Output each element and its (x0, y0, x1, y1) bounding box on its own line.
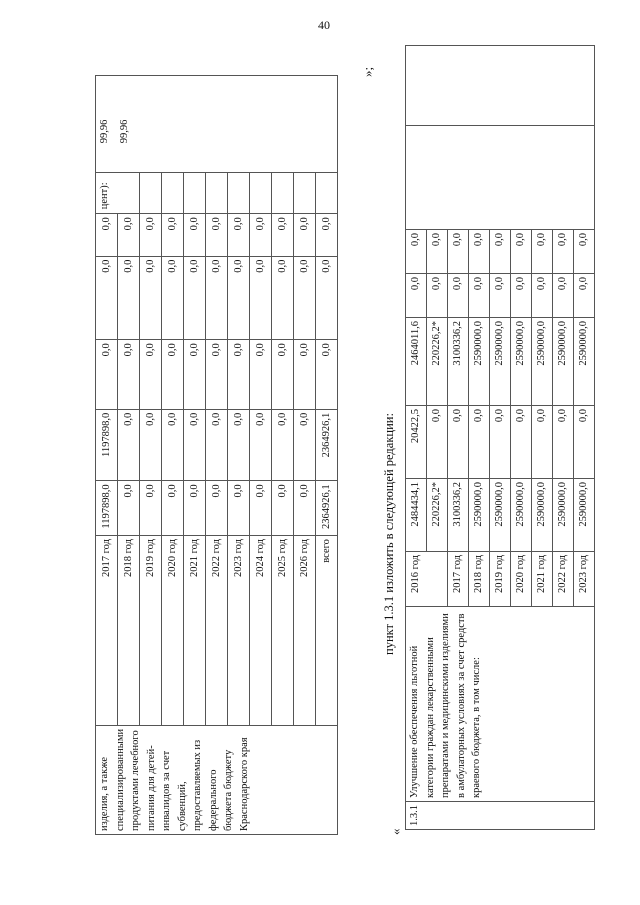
year-label: 2019 год (490, 552, 511, 607)
year-label: 2021 год (184, 536, 206, 726)
year-label: 2026 год (294, 536, 316, 726)
other-value: 0,0 (294, 214, 316, 256)
program-table-previous (95, 0, 338, 835)
indicator-value: 99,96 (99, 119, 110, 144)
regional-value: 0,0 (140, 340, 162, 410)
empty-cell (228, 173, 250, 214)
other-value: 0,0 (228, 214, 250, 256)
local-value: 0,0 (406, 274, 427, 318)
year-label: 2020 год (511, 552, 532, 607)
empty-cell (162, 173, 184, 214)
total-value: 2590000,0 (532, 479, 553, 552)
regional-value: 0,0 (96, 340, 118, 410)
other-value: 0,0 (250, 214, 272, 256)
total-value: 2590000,0 (574, 479, 595, 552)
other-value: 0,0 (490, 230, 511, 274)
federal-value: 0,0 (553, 406, 574, 479)
empty-cell (184, 173, 206, 214)
year-label: 2025 год (272, 536, 294, 726)
total-value: 3100336,2 (448, 479, 469, 552)
other-value: 0,0 (316, 214, 338, 256)
other-value: 0,0 (406, 230, 427, 274)
year-label (427, 552, 448, 607)
total-value: 0,0 (250, 481, 272, 536)
local-value: 0,0 (490, 274, 511, 318)
empty-cell (406, 126, 595, 230)
federal-value: 2364926,1 (316, 409, 338, 481)
section-heading: пункт 1.3.1 изложить в следующей редакции: (382, 413, 396, 655)
total-value: 0,0 (294, 481, 316, 536)
local-value: 0,0 (574, 274, 595, 318)
local-value: 0,0 (140, 256, 162, 340)
closing-mark: »; (360, 66, 375, 77)
year-label: 2024 год (250, 536, 272, 726)
local-value: 0,0 (511, 274, 532, 318)
regional-value: 2590000,0 (490, 318, 511, 406)
regional-value: 0,0 (228, 340, 250, 410)
regional-value: 0,0 (250, 340, 272, 410)
federal-value: 0,0 (228, 409, 250, 481)
indicator-cell (96, 119, 140, 214)
year-label: 2020 год (162, 536, 184, 726)
other-value: 0,0 (469, 230, 490, 274)
local-value: 0,0 (427, 274, 448, 318)
year-label: 2017 год (448, 552, 469, 607)
local-value: 0,0 (250, 256, 272, 340)
empty-cell (96, 75, 338, 172)
federal-value: 1197898,0 (96, 409, 118, 481)
federal-value: 0,0 (574, 406, 595, 479)
other-value: 0,0 (140, 214, 162, 256)
local-value: 0,0 (553, 274, 574, 318)
total-value: 2590000,0 (469, 479, 490, 552)
empty-cell (294, 173, 316, 214)
federal-value: 0,0 (206, 409, 228, 481)
other-value: 0,0 (184, 214, 206, 256)
program-table-item-1-3-1 (405, 45, 595, 830)
total-value: 0,0 (228, 481, 250, 536)
local-value: 0,0 (96, 256, 118, 340)
federal-value: 0,0 (118, 409, 140, 481)
local-value: 0,0 (469, 274, 490, 318)
federal-value: 0,0 (532, 406, 553, 479)
other-value: 0,0 (574, 230, 595, 274)
federal-value: 0,0 (140, 409, 162, 481)
federal-value: 0,0 (511, 406, 532, 479)
year-label: 2023 год (574, 552, 595, 607)
federal-value: 0,0 (162, 409, 184, 481)
year-label: всего (316, 536, 338, 726)
local-value: 0,0 (448, 274, 469, 318)
local-value: 0,0 (532, 274, 553, 318)
other-value: 0,0 (553, 230, 574, 274)
regional-value: 2590000,0 (511, 318, 532, 406)
total-value: 0,0 (118, 481, 140, 536)
federal-value: 0,0 (184, 409, 206, 481)
total-value: 0,0 (272, 481, 294, 536)
total-value: 2590000,0 (553, 479, 574, 552)
local-value: 0,0 (118, 256, 140, 340)
regional-value: 2590000,0 (532, 318, 553, 406)
year-label: 2021 год (532, 552, 553, 607)
other-value: 0,0 (448, 230, 469, 274)
empty-cell (406, 46, 595, 126)
regional-value: 0,0 (272, 340, 294, 410)
regional-value: 2464011,6 (406, 318, 427, 406)
year-label: 2018 год (469, 552, 490, 607)
federal-value: 0,0 (469, 406, 490, 479)
year-label: 2018 год (118, 536, 140, 726)
empty-cell (250, 173, 272, 214)
table-row (406, 46, 427, 830)
empty-cell (316, 173, 338, 214)
local-value: 0,0 (184, 256, 206, 340)
total-value: 0,0 (162, 481, 184, 536)
total-value: 2364926,1 (316, 481, 338, 536)
other-value: 0,0 (272, 214, 294, 256)
total-value: 0,0 (184, 481, 206, 536)
table-row (96, 1, 118, 835)
year-label: 2022 год (553, 552, 574, 607)
federal-value: 0,0 (272, 409, 294, 481)
total-value: 2590000,0 (511, 479, 532, 552)
local-value: 0,0 (272, 256, 294, 340)
regional-value: 3100336,2 (448, 318, 469, 406)
regional-value: 0,0 (162, 340, 184, 410)
regional-value: 0,0 (184, 340, 206, 410)
year-label: 2019 год (140, 536, 162, 726)
local-value: 0,0 (206, 256, 228, 340)
regional-value: 2590000,0 (574, 318, 595, 406)
local-value: 0,0 (316, 256, 338, 340)
other-value: 0,0 (511, 230, 532, 274)
total-value: 0,0 (140, 481, 162, 536)
page-number: 40 (318, 18, 330, 32)
total-value: 2484434,1 (406, 479, 427, 552)
other-value: 0,0 (427, 230, 448, 274)
empty-cell (206, 173, 228, 214)
indicator-value: 99,96 (119, 119, 130, 144)
total-value: 1197898,0 (96, 481, 118, 536)
local-value: 0,0 (162, 256, 184, 340)
measure-description: изделия, а также специализированными продуктами лечебного питания для детей-инвалидов за счет субвенций, предоставляемых из федерального бюджета бюджету Краснодарского края (96, 725, 338, 834)
year-label: 2023 год (228, 536, 250, 726)
regional-value: 0,0 (206, 340, 228, 410)
local-value: 0,0 (294, 256, 316, 340)
total-value: 0,0 (206, 481, 228, 536)
total-value: 2590000,0 (490, 479, 511, 552)
federal-value: 20422,5 (406, 406, 427, 479)
other-value: 0,0 (532, 230, 553, 274)
federal-value: 0,0 (250, 409, 272, 481)
empty-cell (140, 173, 162, 214)
other-value: 0,0 (96, 214, 118, 256)
open-quote: « (388, 828, 403, 835)
empty-cell (272, 173, 294, 214)
regional-value: 0,0 (118, 340, 140, 410)
year-label: 2017 год (96, 536, 118, 726)
item-number: 1.3.1 (406, 802, 595, 830)
federal-value: 0,0 (490, 406, 511, 479)
federal-value: 0,0 (448, 406, 469, 479)
regional-value: 2590000,0 (469, 318, 490, 406)
regional-value: 2590000,0 (553, 318, 574, 406)
other-value: 0,0 (118, 214, 140, 256)
regional-value: 220226,2* (427, 318, 448, 406)
regional-value: 0,0 (316, 340, 338, 410)
regional-value: 0,0 (294, 340, 316, 410)
measure-description: Улучшение обеспечения льготной категории граждан лекарственными препаратами и медицинскими изделиями в амбулаторных условиях за счет средств краевого бюджета, в том числе: (406, 607, 595, 802)
local-value: 0,0 (228, 256, 250, 340)
year-label: 2022 год (206, 536, 228, 726)
year-label: 2016 год (406, 552, 427, 607)
federal-value: 0,0 (294, 409, 316, 481)
indicator-label: цент): (99, 182, 110, 210)
other-value: 0,0 (162, 214, 184, 256)
total-value: 220226,2* (427, 479, 448, 552)
other-value: 0,0 (206, 214, 228, 256)
federal-value: 0,0 (427, 406, 448, 479)
